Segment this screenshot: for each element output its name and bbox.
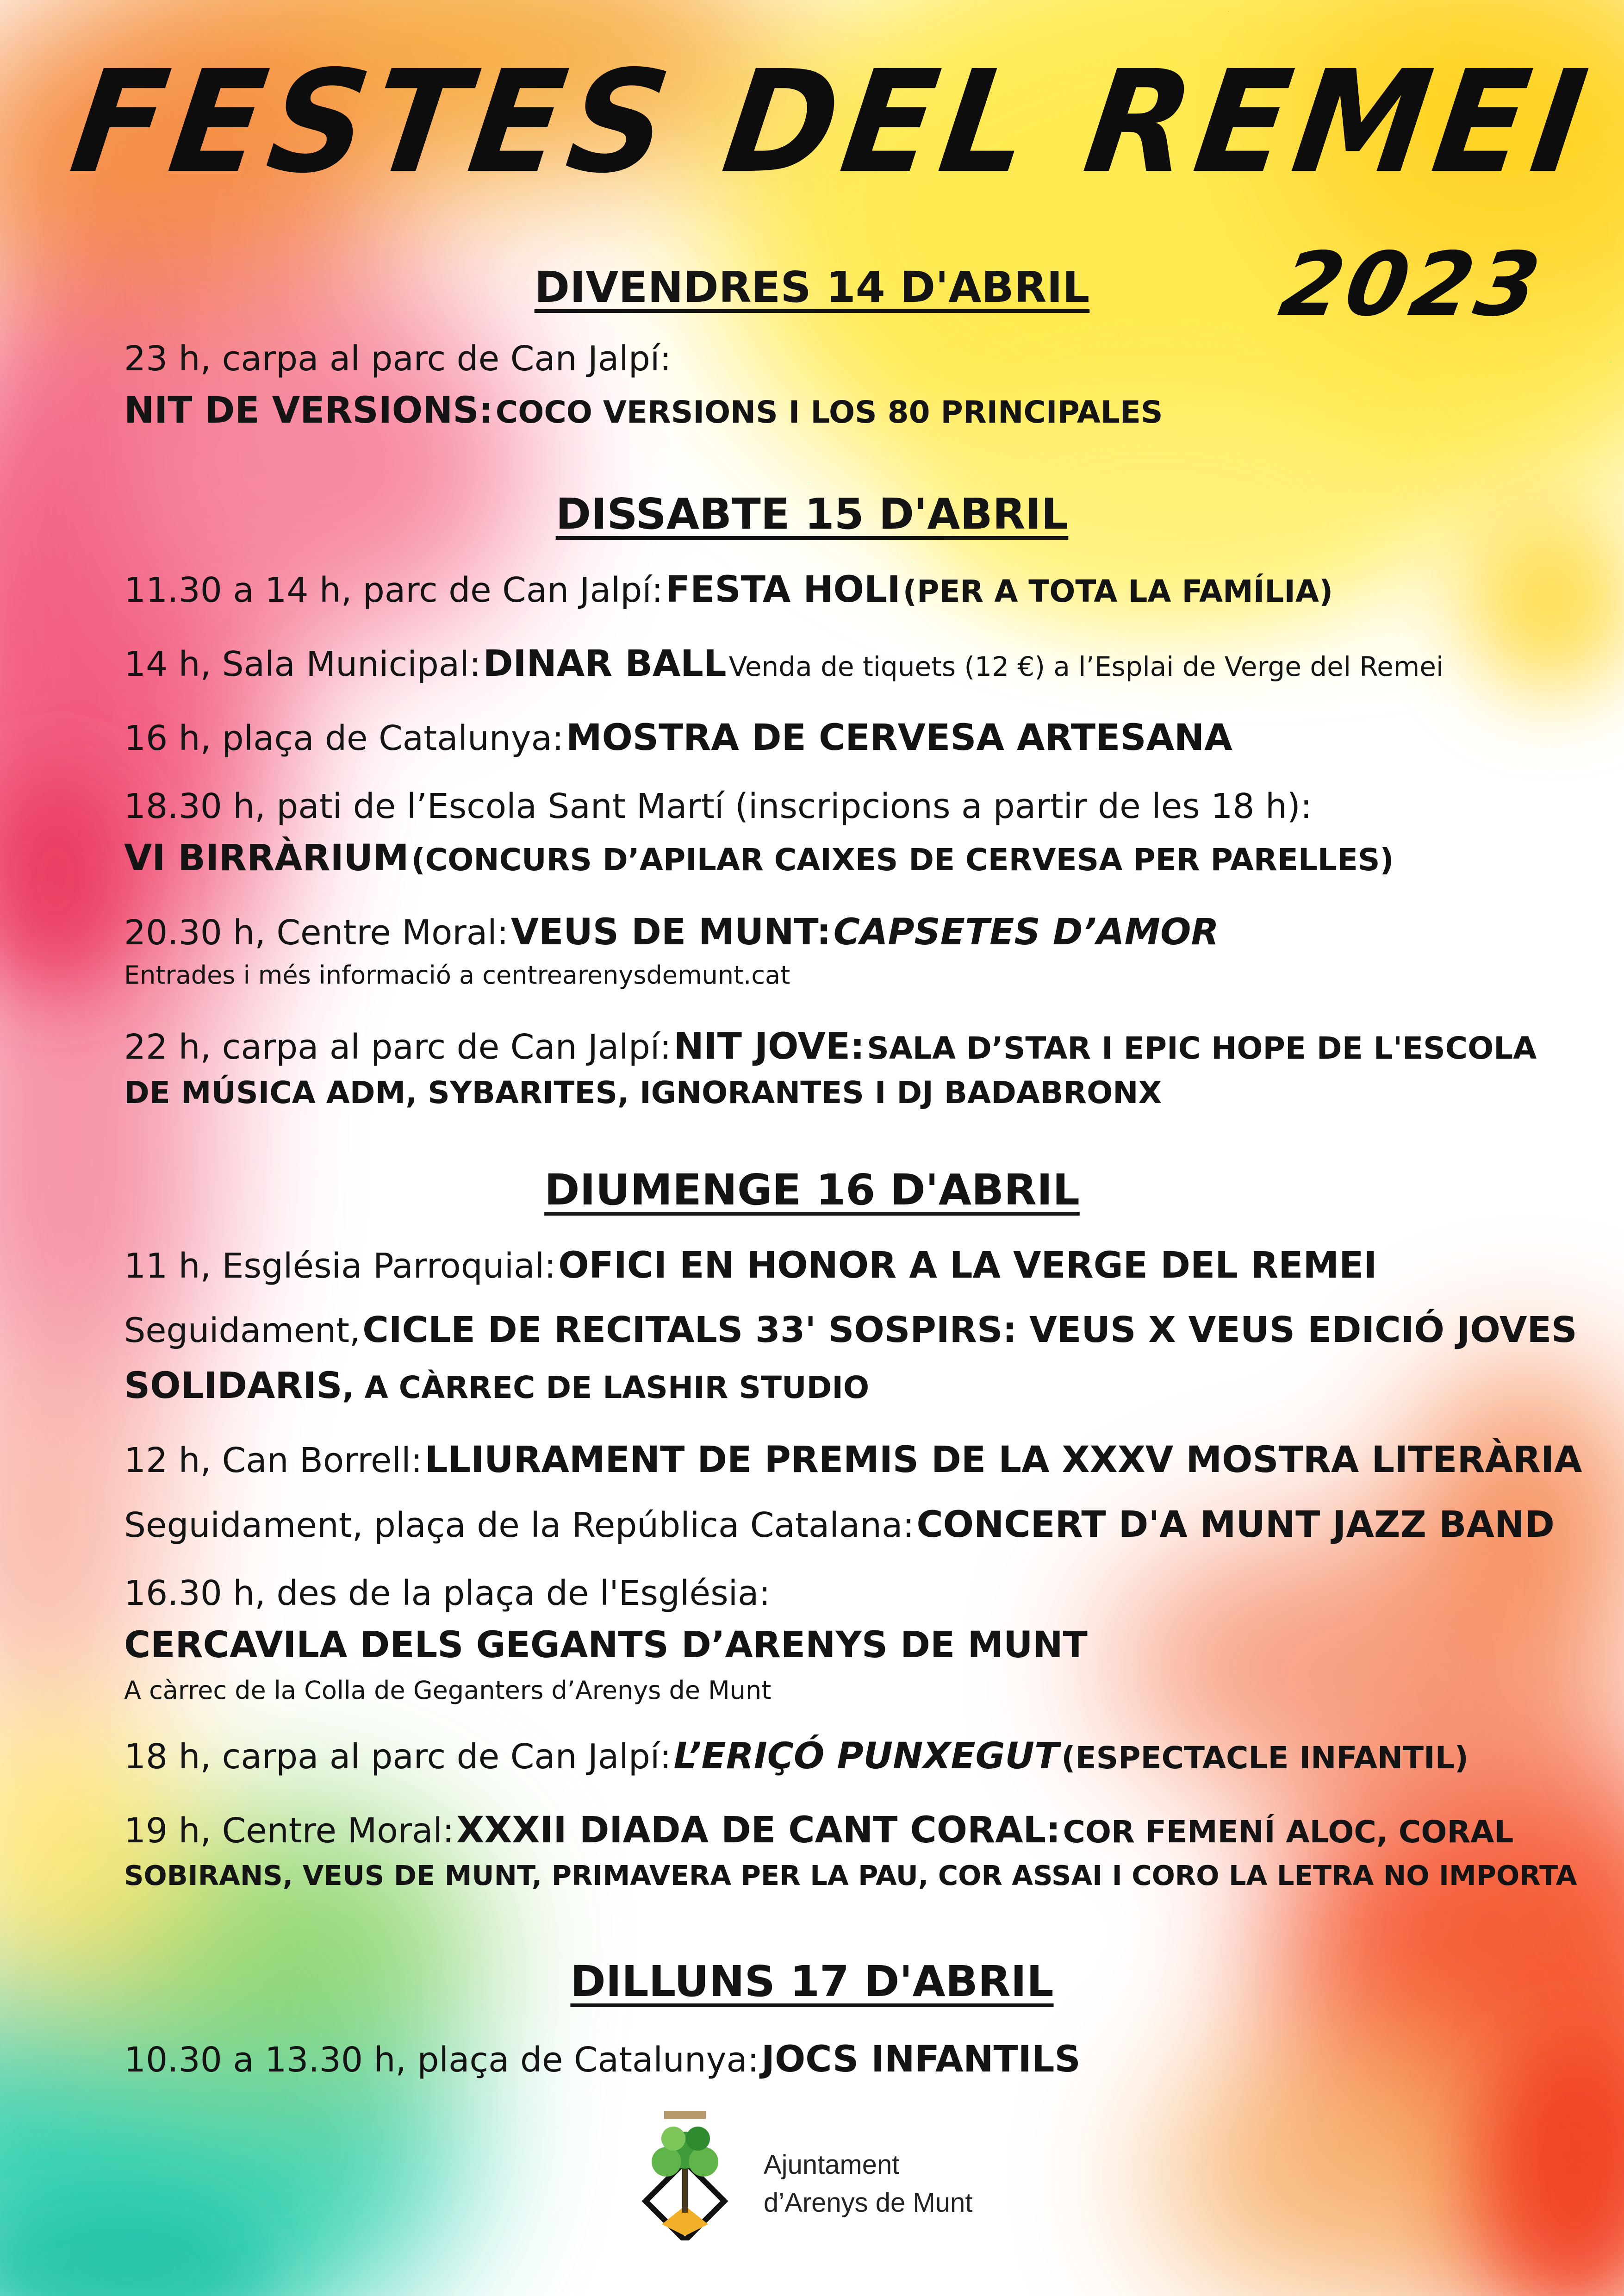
event-saturday-6: 22 h, carpa al parc de Can Jalpí: NIT JOVE: SALA D’STAR I EPIC HOPE DE L'ESCOLA (124, 1029, 1587, 1065)
poster-title: FESTES DEL REMEI (64, 52, 1473, 193)
event-friday-1: NIT DE VERSIONS: COCO VERSIONS I LOS 80 PRINCIPALES (124, 393, 1587, 429)
event-sunday-6: 18 h, carpa al parc de Can Jalpí: L’ERIÇÓ PUNXEGUT (ESPECTACLE INFANTIL) (124, 1738, 1587, 1774)
event-saturday-5: 20.30 h, Centre Moral: VEUS DE MUNT: CAPSETES D’AMOR (124, 914, 1587, 950)
event-sunday-3: 12 h, Can Borrell: LLIURAMENT DE PREMIS DE LA XXXV MOSTRA LITERÀRIA (124, 1442, 1587, 1478)
council-name-line2: d’Arenys de Munt (764, 2190, 972, 2216)
event-sunday-2-cont: SOLIDARIS, A CÀRREC DE LASHIR STUDIO (124, 1368, 1587, 1404)
event-sunday-5: CERCAVILA DELS GEGANTS D’ARENYS DE MUNT (124, 1627, 1587, 1663)
event-sunday-4: Seguidament, plaça de la República Catalana: CONCERT D'A MUNT JAZZ BAND (124, 1507, 1587, 1543)
council-name-line1: Ajuntament (764, 2152, 899, 2178)
event-sunday-2: Seguidament, CICLE DE RECITALS 33' SOSPIRS: VEUS X VEUS EDICIÓ JOVES (124, 1312, 1587, 1348)
event-saturday-3: 16 h, plaça de Catalunya: MOSTRA DE CERVESA ARTESANA (124, 720, 1587, 756)
event-saturday-5-note: Entrades i més informació a centrearenysdemunt.cat (124, 963, 1587, 988)
day-heading-monday: DILLUNS 17 D'ABRIL (0, 1960, 1624, 2003)
event-sunday-5-note: A càrrec de la Colla de Geganters d’Arenys de Munt (124, 1678, 1587, 1703)
event-monday-1: 10.30 a 13.30 h, plaça de Catalunya: JOCS INFANTILS (124, 2041, 1587, 2078)
day-heading-sunday: DIUMENGE 16 D'ABRIL (0, 1169, 1624, 1211)
day-heading-saturday: DISSABTE 15 D'ABRIL (0, 493, 1624, 536)
event-saturday-4: VI BIRRÀRIUM (CONCURS D’APILAR CAIXES DE CERVESA PER PARELLES) (124, 840, 1587, 876)
event-friday-1-time: 23 h, carpa al parc de Can Jalpí: (124, 342, 1587, 376)
event-saturday-1: 11.30 a 14 h, parc de Can Jalpí: FESTA HOLI (PER A TOTA LA FAMÍLIA) (124, 572, 1587, 608)
event-sunday-5-time: 16.30 h, des de la plaça de l'Església: (124, 1576, 1587, 1610)
event-sunday-7: 19 h, Centre Moral: XXXII DIADA DE CANT CORAL: COR FEMENÍ ALOC, CORAL (124, 1812, 1587, 1848)
event-saturday-6-cont: DE MÚSICA ADM, SYBARITES, IGNORANTES I DJ BADABRONX (124, 1078, 1587, 1108)
day-heading-friday: DIVENDRES 14 D'ABRIL (0, 266, 1624, 309)
event-sunday-1: 11 h, Església Parroquial: OFICI EN HONOR A LA VERGE DEL REMEI (124, 1248, 1587, 1284)
event-saturday-4-time: 18.30 h, pati de l’Escola Sant Martí (inscripcions a partir de les 18 h): (124, 789, 1587, 824)
event-sunday-7-cont: SOBIRANS, VEUS DE MUNT, PRIMAVERA PER LA PAU, COR ASSAI I CORO LA LETRA NO IMPORTA (124, 1862, 1587, 1889)
poster-year: 2023 (1274, 241, 1549, 329)
event-saturday-2: 14 h, Sala Municipal: DINAR BALL Venda de tiquets (12 €) a l’Esplai de Verge del Remei (124, 646, 1587, 682)
